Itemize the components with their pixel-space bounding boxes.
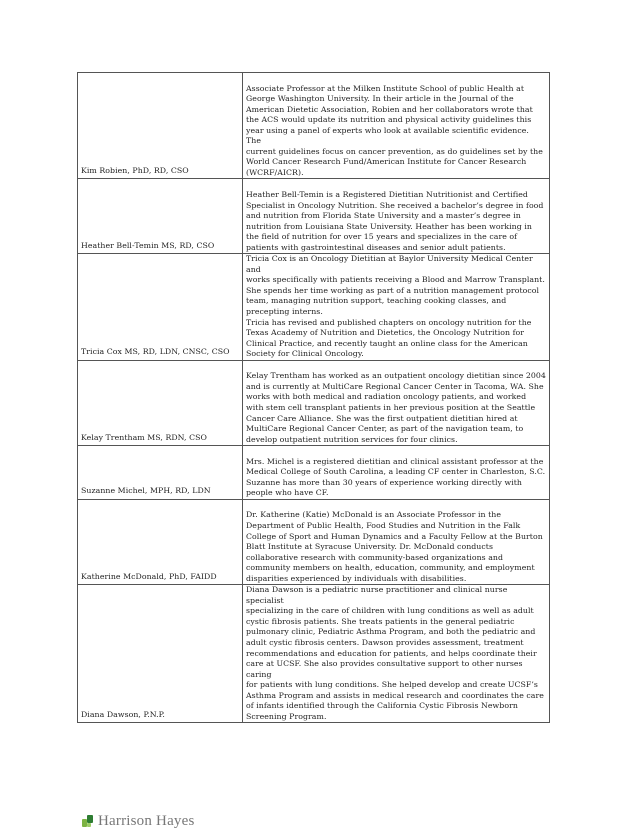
- footer-logo: [82, 813, 195, 829]
- table-row: [78, 73, 550, 179]
- logo-leaf-icon-part-b: [87, 815, 93, 823]
- bio-cell: [243, 360, 550, 445]
- person-name: Kelay Trentham MS, RDN, CSO: [78, 360, 243, 445]
- logo-leaf-icon-part-c: [87, 823, 91, 827]
- bio-cell: [243, 499, 550, 584]
- table-row: [78, 446, 550, 500]
- bio-cell: [243, 179, 550, 254]
- person-bio: Associate Professor at the Milken Institute School of public Health at George Washington University. In their article in the Journal of the American Dietetic Association, Robien and her collaborators wrote that the ACS would update its nutrition and physical activity guidelines this year using a panel of experts who look at available scientific evidence. The current guidelines focus on cancer prevention, as do guidelines set by the World Cancer Research Fund/American Institute for Cancer Research (WCRF/AICR).: [246, 83, 543, 177]
- bio-cell: [243, 446, 550, 500]
- footer-logo-text: Harrison Hayes: [98, 812, 195, 829]
- person-name: Katherine McDonald, PhD, FAIDD: [78, 499, 243, 584]
- bio-cell: [243, 585, 550, 723]
- person-bio: Tricia Cox is an Oncology Dietitian at Baylor University Medical Center and works specifically with patients receiving a Blood and Marrow Transplant. She spends her time working as part of a nutrition management protocol team, managing nutrition support, teaching cooking classes, and precepting interns. Tricia has revised and published chapters on oncology nutrition for the Texas Academy of Nutrition and Dietetics, the Oncology Nutrition for Clinical Practice, and recently taught an online class for the American Society for Clinical Oncology.: [246, 254, 545, 359]
- table-row: [78, 585, 550, 723]
- person-bio: Mrs. Michel is a registered dietitian and clinical assistant professor at the Medical College of South Carolina, a leading CF center in Charleston, S.C. Suzanne has more than 30 years of experience working directly with people who have CF.: [246, 456, 546, 498]
- table-row: [78, 254, 550, 360]
- person-name: Diana Dawson, P.N.P.: [78, 585, 243, 723]
- person-bio: Dr. Katherine (Katie) McDonald is an Associate Professor in the Department of Public Health, Food Studies and Nutrition in the Falk College of Sport and Human Dynamics and a Faculty Fellow at the Burton Blatt Institute at Syracuse University. Dr. McDonald conducts collaborative research with community-based organizations and community members on health, education, community, and employment disparities experienced by individuals with disabilities.: [246, 510, 543, 583]
- person-name: Tricia Cox MS, RD, LDN, CNSC, CSO: [78, 254, 243, 360]
- table-row: [78, 179, 550, 254]
- bio-table: [77, 72, 550, 723]
- person-name: Heather Bell-Temin MS, RD, CSO: [78, 179, 243, 254]
- person-bio: Diana Dawson is a pediatric nurse practitioner and clinical nurse specialist specializing in the care of children with lung conditions as well as adult cystic fibrosis patients. She treats patients in the general pediatric pulmonary clinic, Pediatric Asthma Program, and both the pediatric and adult cystic fibrosis centers. Dawson provides assessment, treatment recommendations and education for patients, and helps coordinate their care at UCSF. She also provides consultative support to other nurses caring for patients with lung conditions. She helped develop and create UCSF’s Asthma Program and assists in medical research and coordinates the care of infants identified through the California Cystic Fibrosis Newborn Screening Program.: [246, 585, 544, 721]
- person-name: Suzanne Michel, MPH, RD, LDN: [78, 446, 243, 500]
- table-row: [78, 499, 550, 584]
- person-bio: Kelay Trentham has worked as an outpatient oncology dietitian since 2004 and is currently at MultiCare Regional Cancer Center in Tacoma, WA. She works with both medical and radiation oncology patients, and worked with stem cell transplant patients in her previous position at the Seattle Cancer Care Alliance. She was the first outpatient dietitian hired at MultiCare Regional Cancer Center, as part of the navigation team, to develop outpatient nutrition services for four clinics.: [246, 371, 546, 444]
- person-bio: Heather Bell-Temin is a Registered Dietitian Nutritionist and Certified Specialist in Oncology Nutrition. She received a bachelor’s degree in food and nutrition from Florida State University and a master’s degree in nutrition from Louisiana State University. Heather has been working in the field of nutrition for over 15 years and specializes in the care of patients with gastrointestinal diseases and senior adult patients.: [246, 190, 544, 252]
- bio-cell: [243, 73, 550, 179]
- bio-table-body: [78, 73, 550, 723]
- bio-cell: [243, 254, 550, 360]
- person-name: Kim Robien, PhD, RD, CSO: [78, 73, 243, 179]
- table-row: [78, 360, 550, 445]
